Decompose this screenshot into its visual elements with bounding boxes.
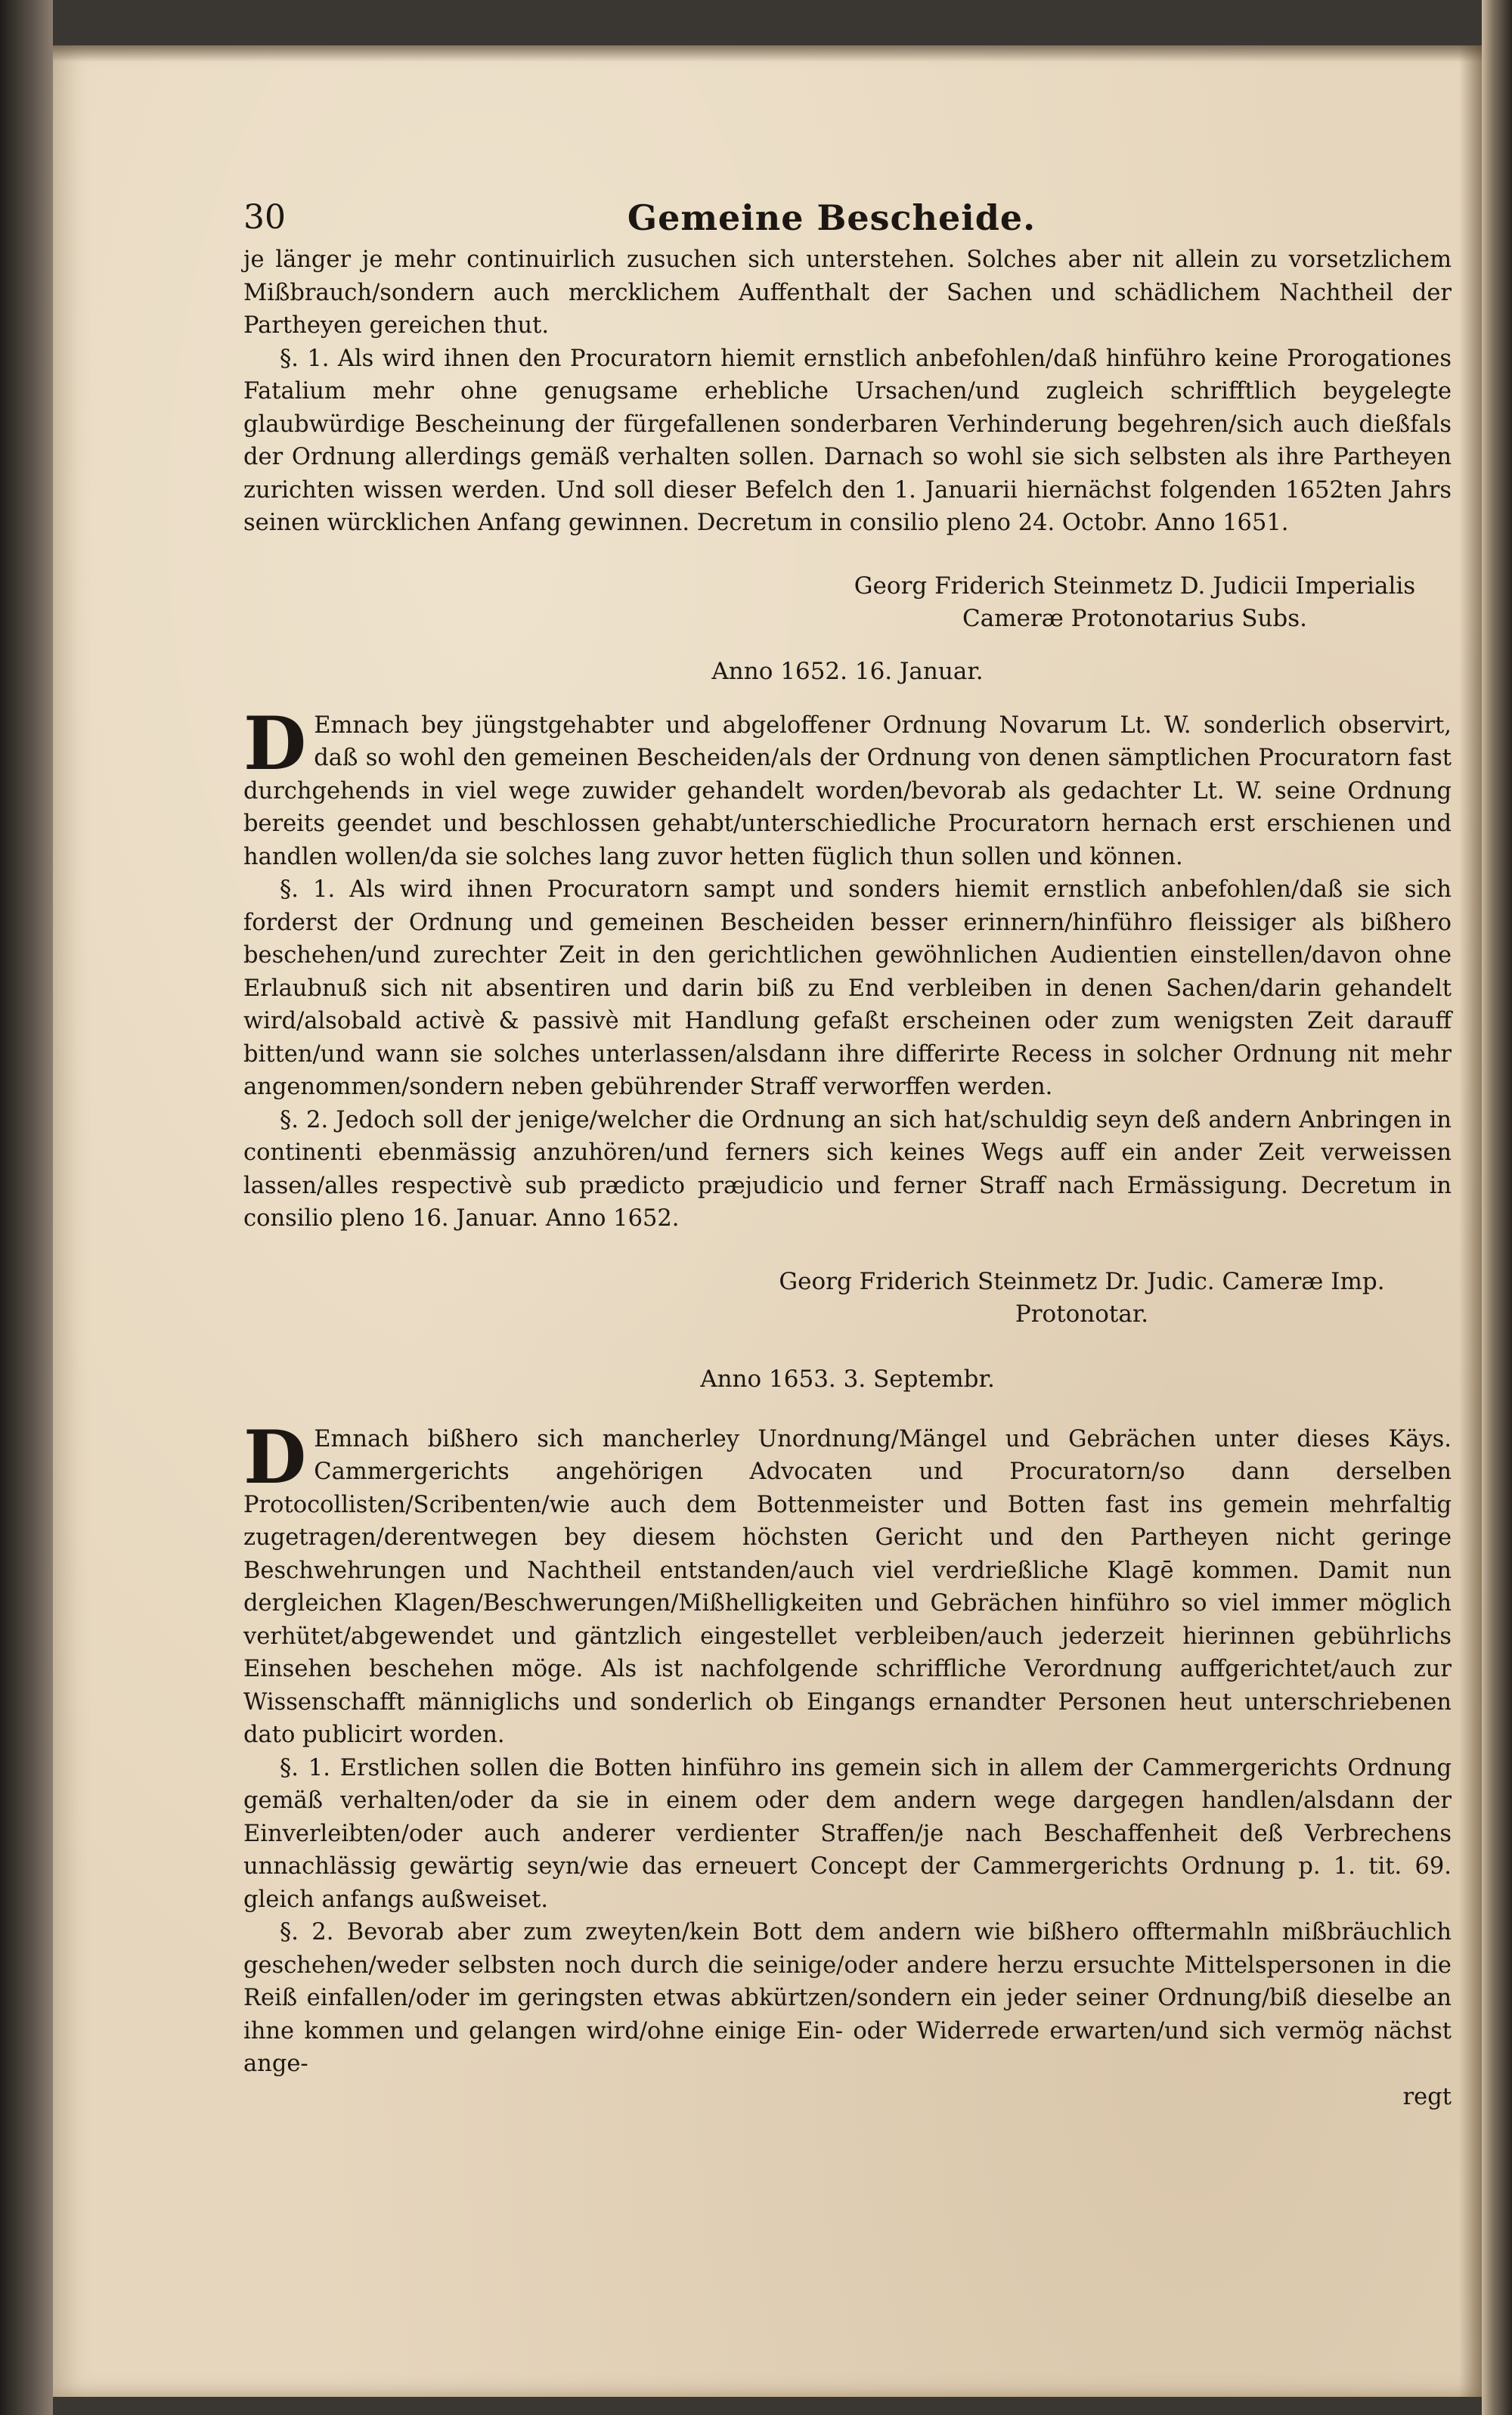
signature-1651-line-1: Georg Friderich Steinmetz D. Judicii Imperialis	[854, 572, 1416, 600]
running-title: Gemeine Bescheide.	[627, 197, 1036, 238]
paragraph-1651-intro: je länger je mehr continuirlich zusuchen sich unterstehen. Solches aber nit allein zu vorsetzlichem Mißbrauch/sondern auch mercklichem Auffenthalt der Sachen und schädlichem Nachtheil der Partheyen gereichen thut.	[243, 246, 1452, 339]
page-top-shadow	[53, 45, 1482, 62]
drop-initial-1652: D	[243, 700, 307, 786]
paragraph-1653-intro	[243, 1414, 1452, 1752]
drop-initial-1653: D	[243, 1414, 307, 1500]
signature-1652	[243, 1266, 1452, 1331]
signature-1652-line-1: Georg Friderich Steinmetz Dr. Judic. Cameræ Imp.	[779, 1267, 1385, 1295]
scan-edge-right	[1482, 0, 1512, 2415]
signature-1651-line-2: Cameræ Protonotarius Subs.	[962, 604, 1308, 632]
scan-edge-left	[0, 0, 53, 2415]
decree-1652	[189, 700, 1474, 1235]
page-number: 30	[243, 198, 286, 237]
date-heading-1652: Anno 1652. 16. Januar.	[711, 657, 984, 685]
book-page	[53, 45, 1482, 2397]
paragraph-1652-intro	[243, 700, 1452, 874]
paragraph-1653-intro-text: Emnach bißhero sich mancherley Unordnung/Mängel und Gebrächen unter dieses Käys. Cammergerichts angehörigen Advocaten und Procuratorn/so dann derselben Protocollisten/Scribenten/wie auch dem Bottenmeister und Botten fast ins gemein mehrfaltig zugetragen/derentwegen bey diesem höchsten Gericht und den Partheyen nicht geringe Beschwehrungen und Nachtheil entstanden/auch viel verdrießliche Klagē kommen. Damit nun dergleichen Klagen/Beschwerungen/Mißhelligkeiten und Gebrächen hinführo so viel immer möglich verhütet/abgewendet und gäntzlich eingestellet verbleiben/auch jederzeit hierinnen gebührlichs Einsehen beschehen möge. Als ist nachfolgende schriffliche Verordnung auffgerichtet/auch zur Wissenschafft männiglichs und sonderlich ob Eingangs ernandter Personen heut unterschriebenen dato publicirt worden.	[243, 1425, 1452, 1748]
paragraph-1652-section-2: §. 2. Jedoch soll der jenige/welcher die Ordnung an sich hat/schuldig seyn deß andern Anbringen in continenti ebenmässig anzuhören/und ferners sich keines Wegs auff ein ander Zeit verweissen lassen/alles respectivè sub prædicto præjudicio und ferner Straff nach Ermässigung. Decretum in consilio pleno 16. Januar. Anno 1652.	[243, 1106, 1452, 1232]
paragraph-1653-section-1: §. 1. Erstlichen sollen die Botten hinführo ins gemein sich in allem der Cammergerichts Ordnung gemäß verhalten/oder da sie in einem oder dem andern wege dargegen handlen/alsdann der Einverleibten/oder auch anderer verdienter Straffen/je nach Beschaffenheit deß Verbrechens unnachlässig gewärtig seyn/wie das erneuert Concept der Cammergerichts Ordnung p. 1. tit. 69. gleich anfangs außweiset.	[243, 1754, 1452, 1913]
paragraph-1651-section-1: §. 1. Als wird ihnen den Procuratorn hiemit ernstlich anbefohlen/daß hinführo keine Prorogationes Fatalium mehr ohne genugsame erhebliche Ursachen/und zugleich schrifftlich beygelegte glaubwürdige Bescheinung der fürgefallenen sonderbaren Verhinderung begehren/sich auch dießfals der Ordnung allerdings gemäß verhalten sollen. Darnach so wohl sie sich selbsten als ihre Partheyen zurichten wissen werden. Und soll dieser Befelch den 1. Januarii hiernächst folgenden 1652ten Jahrs seinen würcklichen Anfang gewinnen. Decretum in consilio pleno 24. Octobr. Anno 1651.	[243, 345, 1452, 536]
date-heading-1653: Anno 1653. 3. Septembr.	[700, 1365, 995, 1393]
paragraph-1652-intro-text: Emnach bey jüngstgehabter und abgeloffener Ordnung Novarum Lt. W. sonderlich observirt, daß so wohl den gemeinen Bescheiden/als der Ordnung von denen sämptlichen Procuratorn fast durchgehends in viel wege zuwider gehandelt worden/bevorab als gedachter Lt. W. seine Ordnung bereits geendet und beschlossen gehabt/unterschiedliche Procuratorn hernach erst erschienen und handlen wollen/da sie solches lang zuvor hetten füglich thun sollen und können.	[243, 711, 1452, 870]
decree-1653	[189, 1414, 1474, 2114]
page-text	[189, 197, 1474, 2113]
paragraph-1652-section-1: §. 1. Als wird ihnen Procuratorn sampt und sonders hiemit ernstlich anbefohlen/daß sie sich forderst der Ordnung und gemeinen Bescheiden besser erinnern/hinführo fleissiger als bißhero beschehen/und zurechter Zeit in den gerichtlichen gewöhnlichen Audientien einstellen/davon ohne Erlaubnuß sich nit absentiren und darin biß zu End verbleiben in denen Sachen/darin gehandelt wird/alsobald activè & passivè mit Handlung gefaßt erscheinen oder zum wenigsten Zeit darauff bitten/und wann sie solches unterlassen/alsdann ihre differirte Recess in solcher Ordnung nit mehr angenommen/sondern neben gebührender Straff verworffen werden.	[243, 876, 1452, 1100]
signature-1651	[243, 570, 1452, 635]
page-header	[189, 197, 1474, 243]
paragraph-1653-section-2: §. 2. Bevorab aber zum zweyten/kein Bott dem andern wie bißhero offtermahln mißbräuchlich geschehen/weder selbsten noch durch die seinige/oder andere herzu ersuchte Mittelspersonen in die Reiß einfallen/oder im geringsten etwas abkürtzen/sondern ein jeder seiner Ordnung/biß dieselbe an ihne kommen und gelangen wird/ohne einige Ein- oder Widerrede erwarten/und sich vermög nächst ange-	[243, 1919, 1452, 2077]
catchword: regt	[1402, 2083, 1452, 2110]
signature-1652-line-2: Protonotar.	[1015, 1300, 1149, 1328]
